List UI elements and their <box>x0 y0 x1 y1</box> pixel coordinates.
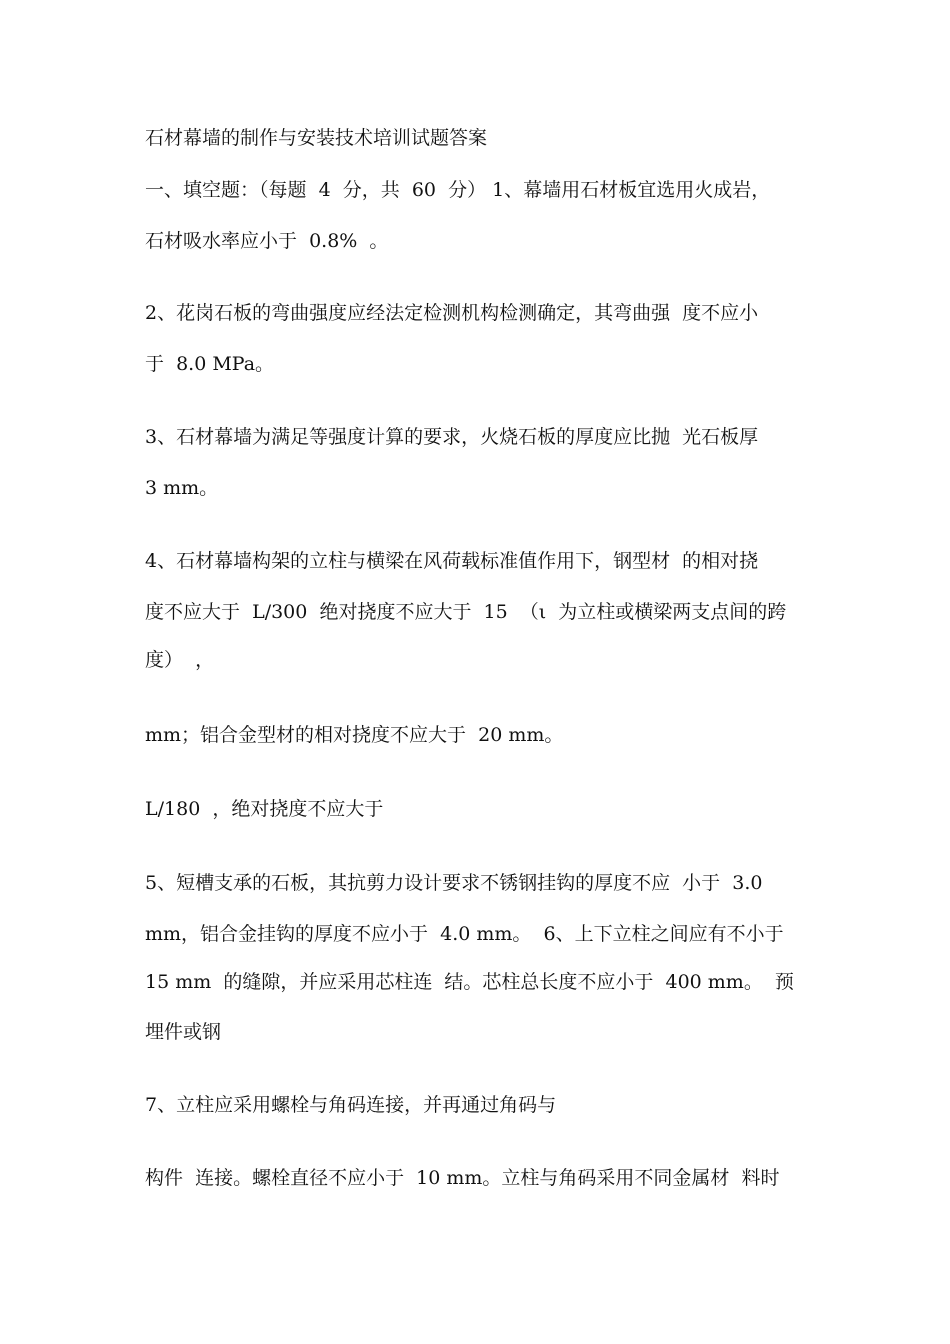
text-line: 于 8.0 MPa。 <box>145 353 275 375</box>
text-line: L/180 ，绝对挠度不应大于 <box>145 798 384 820</box>
document-title: 石材幕墙的制作与安装技术培训试题答案 <box>145 127 488 149</box>
text-line: 构件 连接。螺栓直径不应小于 10 mm。立柱与角码采用不同金属材 料时 <box>145 1167 780 1189</box>
text-line: mm，铝合金挂钩的厚度不应小于 4.0 mm。 6、上下立柱之间应有不小于 <box>145 923 784 945</box>
text-line: 度不应大于 L/300 绝对挠度不应大于 15 （ι 为立柱或横梁两支点间的跨 <box>145 601 787 623</box>
text-line: 15 mm 的缝隙，并应采用芯柱连 结。芯柱总长度不应小于 400 mm。 预 <box>145 971 794 993</box>
text-line: 4、石材幕墙构架的立柱与横梁在风荷载标准值作用下，钢型材 的相对挠 <box>145 550 759 572</box>
text-line: 3 mm。 <box>145 477 219 499</box>
text-line: 5、短槽支承的石板，其抗剪力设计要求不锈钢挂钩的厚度不应 小于 3.0 <box>145 872 763 894</box>
text-line: 一、填空题：（每题 4 分，共 60 分） 1、幕墙用石材板宜选用火成岩， <box>145 179 771 201</box>
text-line: 度） ， <box>145 649 215 671</box>
text-line: 3、石材幕墙为满足等强度计算的要求，火烧石板的厚度应比抛 光石板厚 <box>145 426 759 448</box>
text-line: 7、立柱应采用螺栓与角码连接，并再通过角码与 <box>145 1094 557 1116</box>
text-line: 埋件或钢 <box>145 1021 222 1043</box>
text-line: mm；铝合金型材的相对挠度不应大于 20 mm。 <box>145 724 564 746</box>
text-line: 石材吸水率应小于 0.8% 。 <box>145 230 389 252</box>
text-line: 2、花岗石板的弯曲强度应经法定检测机构检测确定，其弯曲强 度不应小 <box>145 302 759 324</box>
